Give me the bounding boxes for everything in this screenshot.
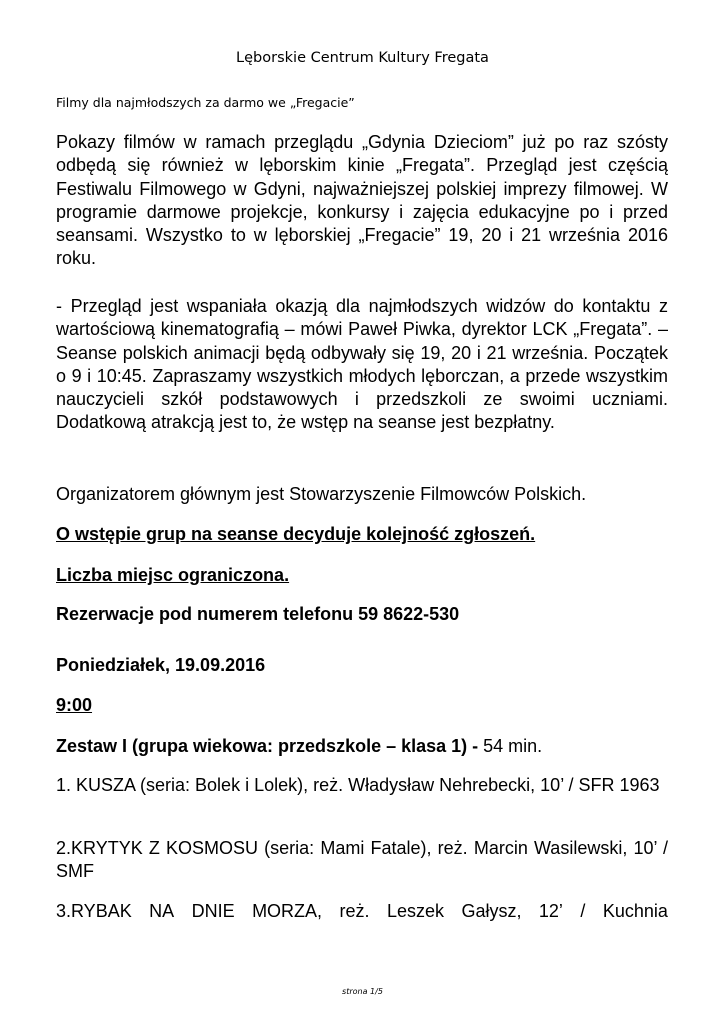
article-subtitle: Filmy dla najmłodszych za darmo we „Fregacie”	[56, 95, 355, 110]
notice-limited: Liczba miejsc ograniczona.	[56, 565, 290, 585]
paragraph-organizer: Organizatorem głównym jest Stowarzyszenie Filmowców Polskich.	[56, 484, 587, 504]
film-item-partial	[56, 900, 668, 923]
set-heading	[56, 735, 668, 758]
schedule-time: 9:00	[56, 695, 93, 715]
film-word: Kuchnia	[602, 901, 668, 921]
film-word: NA	[149, 901, 175, 921]
film-word: MORZA,	[252, 901, 323, 921]
film-item: 1. KUSZA (seria: Bolek i Lolek), reż. Władysław Nehrebecki, 10’ / SFR 1963	[56, 775, 660, 795]
film-word: Gałysz,	[461, 901, 522, 921]
set-duration: 54 min.	[478, 736, 543, 756]
paragraph-intro: Pokazy filmów w ramach przeglądu „Gdynia Dzieciom” już po raz szósty odbędą się również w lęborskim kinie „Fregata”. Przegląd jest częścią Festiwalu Filmowego w Gdyni, najważniejszej polskiej imprezy filmowej. W programie darmowe projekcje, konkursy i zajęcia edukacyjne po i przed seansami. Wszystko to w lęborskiej „Fregacie” 19, 20 i 21 września 2016 roku.	[56, 132, 668, 269]
set-title: Zestaw I (grupa wiekowa: przedszkole – klasa 1) -	[56, 736, 479, 756]
film-word: reż.	[339, 901, 370, 921]
schedule-day: Poniedziałek, 19.09.2016	[56, 655, 266, 675]
film-word: DNIE	[191, 901, 235, 921]
film-word: 3.RYBAK	[56, 901, 132, 921]
film-item: 2.KRYTYK Z KOSMOSU (seria: Mami Fatale), reż. Marcin Wasilewski, 10’ / SMF	[56, 838, 668, 882]
film-word: Leszek	[386, 901, 444, 921]
page-number: strona 1/5	[342, 987, 383, 996]
page-header: Lęborskie Centrum Kultury Fregata	[236, 50, 489, 66]
film-word: /	[580, 901, 586, 921]
film-word: 12’	[538, 901, 563, 921]
paragraph-quote: - Przegląd jest wspaniała okazją dla najmłodszych widzów do kontaktu z wartościową kinematografią – mówi Paweł Piwka, dyrektor LCK „Fregata”. – Seanse polskich animacji będą odbywały się 19, 20 i 21 września. Początek o 9 i 10:45. Zapraszamy wszystkich młodych lęborczan, a przede wszystkim nauczycieli szkół podstawowych i przedszkoli ze swoimi uczniami. Dodatkową atrakcją jest to, że wstęp na seanse jest bezpłatny.	[56, 296, 668, 433]
notice-reservation: Rezerwacje pod numerem telefonu 59 8622-530	[56, 604, 460, 624]
notice-order: O wstępie grup na seanse decyduje kolejność zgłoszeń.	[56, 524, 536, 544]
